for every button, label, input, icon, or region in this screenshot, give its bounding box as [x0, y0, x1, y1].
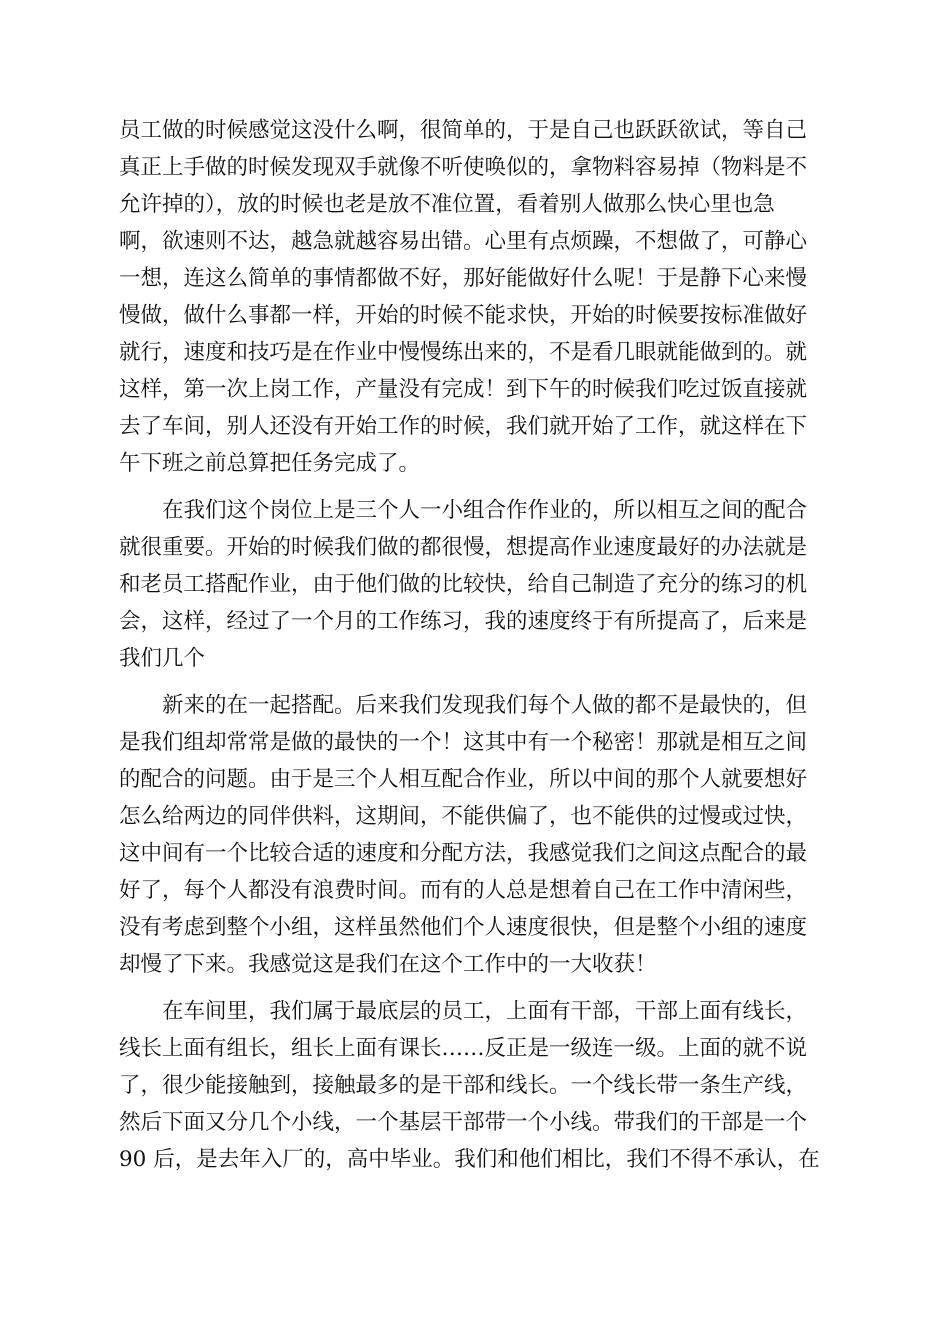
text-line: 的配合的问题。由于是三个人相互配合作业，所以中间的那个人就要想好 [119, 767, 808, 792]
text-line: 新来的在一起搭配。后来我们发现我们每个人做的都不是最快的，但 [162, 693, 808, 718]
text-line: 会，这样，经过了一个月的工作练习，我的速度终于有所提高了，后来是 [119, 609, 808, 634]
text-line: 这样，第一次上岗工作，产量没有完成！到下午的时候我们吃过饭直接就 [119, 377, 808, 402]
text-line: 真正上手做的时候发现双手就像不听使唤似的，拿物料容易掉（物料是不 [119, 155, 808, 180]
text-line: 没有考虑到整个小组，这样虽然他们个人速度很快，但是整个小组的速度 [119, 915, 808, 940]
text-line: 这中间有一个比较合适的速度和分配方法，我感觉我们之间这点配合的最 [119, 841, 808, 866]
text-line: 就行，速度和技巧是在作业中慢慢练出来的，不是看几眼就能做到的。就 [119, 340, 808, 365]
document-page [119, 112, 839, 1178]
text-line: 和老员工搭配作业，由于他们做的比较快，给自己制造了充分的练习的机 [119, 572, 808, 597]
text-line: 我们几个 [119, 646, 206, 671]
text-line: 然后下面又分几个小线，一个基层干部带一个小线。带我们的干部是一个 [119, 1110, 808, 1135]
text-line: 在我们这个岗位上是三个人一小组合作作业的，所以相互之间的配合 [162, 498, 808, 523]
text-line: 好了，每个人都没有浪费时间。而有的人总是想着自己在工作中清闲些， [119, 878, 808, 903]
text-line: 在车间里，我们属于最底层的员工，上面有干部，干部上面有线长， [162, 999, 808, 1024]
text-line: 啊，欲速则不达，越急就越容易出错。心里有点烦躁，不想做了，可静心 [119, 229, 808, 254]
text-line: 怎么给两边的同伴供料，这期间，不能供偏了，也不能供的过慢或过快， [119, 804, 808, 829]
text-line: 了，很少能接触到，接触最多的是干部和线长。一个线长带一条生产线， [119, 1073, 808, 1098]
text-line: 就很重要。开始的时候我们做的都很慢，想提高作业速度最好的办法就是 [119, 535, 808, 560]
text-line: 却慢了下来。我感觉这是我们在这个工作中的一大收获！ [119, 952, 657, 977]
text-line: 线长上面有组长，组长上面有课长……反正是一级连一级。上面的就不说 [119, 1036, 808, 1061]
text-line: 90 后，是去年入厂的，高中毕业。我们和他们相比，我们不得不承认，在 [119, 1147, 820, 1172]
paragraph-3 [119, 687, 839, 983]
paragraph-1 [119, 112, 839, 482]
text-line: 午下班之前总算把任务完成了。 [119, 451, 421, 476]
text-line: 员工做的时候感觉这没什么啊，很简单的，于是自己也跃跃欲试，等自己 [119, 118, 808, 143]
paragraph-2 [119, 492, 839, 677]
text-line: 是我们组却常常是做的最快的一个！这其中有一个秘密！那就是相互之间 [119, 730, 808, 755]
text-line: 一想，连这么简单的事情都做不好，那好能做好什么呢！于是静下心来慢 [119, 266, 808, 291]
text-line: 允许掉的），放的时候也老是放不准位置，看着别人做那么快心里也急 [119, 192, 775, 217]
paragraph-4 [119, 993, 839, 1178]
text-line: 去了车间，别人还没有开始工作的时候，我们就开始了工作，就这样在下 [119, 414, 808, 439]
text-line: 慢做，做什么事都一样，开始的时候不能求快，开始的时候要按标准做好 [119, 303, 808, 328]
